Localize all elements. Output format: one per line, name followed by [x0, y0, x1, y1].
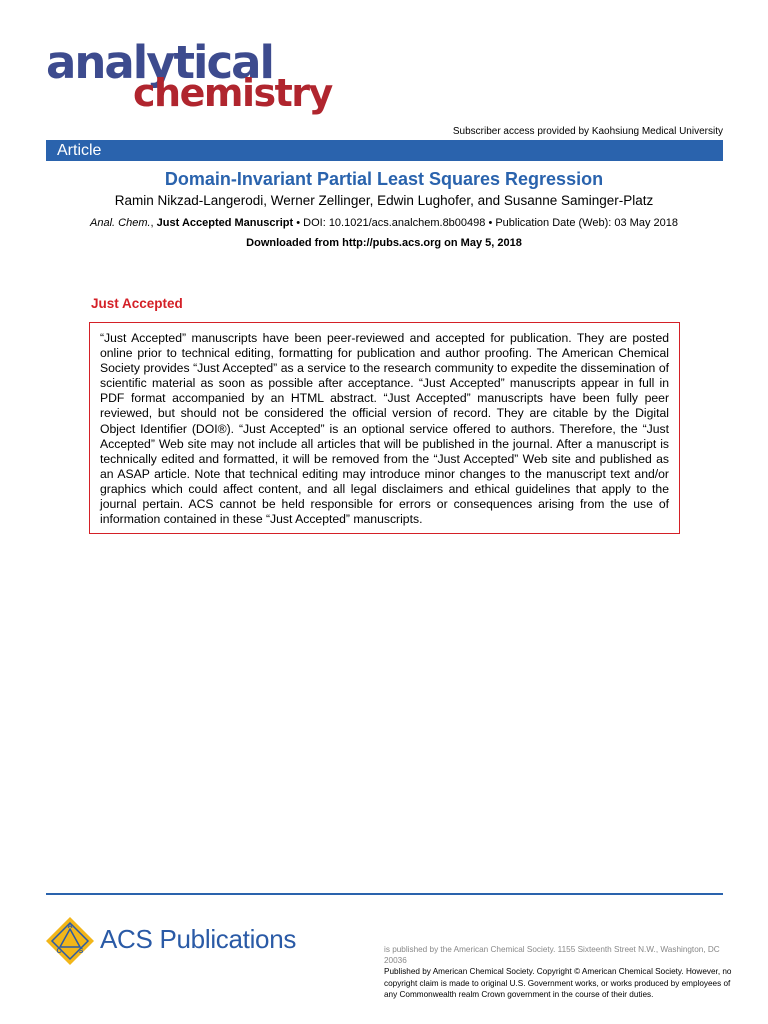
download-note: Downloaded from http://pubs.acs.org on May 5, 2018 [246, 237, 522, 249]
emblem-letter-c: C [56, 948, 62, 955]
emblem-letter-a: A [67, 923, 73, 930]
citation-status: Just Accepted Manuscript [156, 217, 294, 229]
citation-line [0, 217, 768, 229]
journal-logo[interactable] [46, 36, 366, 116]
acs-publications-logo[interactable] [44, 915, 304, 967]
publisher-address: is published by the American Chemical Society. 1155 Sixteenth Street N.W., Washington, DC 20036 [384, 945, 720, 966]
journal-logo-line1: analytical [46, 36, 273, 89]
article-type-label: Article [57, 142, 102, 159]
citation-separator: , [150, 217, 157, 229]
acs-publications-text: ACS Publications [100, 924, 297, 954]
acs-emblem-icon [44, 915, 96, 967]
citation-details: • DOI: 10.1021/acs.analchem.8b00498 • Publication Date (Web): 03 May 2018 [293, 217, 678, 229]
article-title: Domain-Invariant Partial Least Squares Regression [164, 169, 604, 189]
just-accepted-body: “Just Accepted” manuscripts have been peer-reviewed and accepted for publication. They are posted online prior to technical editing, formatting for publication and author proofing. The American Chemical Society provides “Just Accepted” as a service to the research community to expedite the dissemination of scientific material as soon as possible after acceptance. “Just Accepted” manuscripts appear in full in PDF format accompanied by an HTML abstract. “Just Accepted” manuscripts have been fully peer reviewed, but should not be considered the official version of record. They are citable by the Digital Object Identifier (DOI®). “Just Accepted” is an optional service offered to authors. Therefore, the “Just Accepted” Web site may not include all articles that will be published in the journal. After a manuscript is technically edited and formatted, it will be removed from the “Just Accepted” Web site and published as an ASAP article. Note that technical editing may introduce minor changes to the manuscript text and/or graphics which could affect content, and all legal disclaimers and ethical guidelines that apply to the journal pertain. ACS cannot be held responsible for errors or consequences arising from the use of information contained in these “Just Accepted” manuscripts. [100, 331, 669, 527]
copyright-note: Published by American Chemical Society. Copyright © American Chemical Society. However, no copyright claim is made to original U.S. Government works, or works produced by employees of any Commonwealth realm Crown government in the course of their duties. [384, 967, 732, 999]
citation-journal: Anal. Chem. [90, 217, 151, 229]
footer-divider [46, 893, 723, 895]
journal-logo-line2: chemistry [133, 71, 332, 115]
just-accepted-heading: Just Accepted [91, 296, 183, 311]
emblem-letter-s: S [78, 948, 84, 955]
subscriber-access-note: Subscriber access provided by Kaohsiung Medical University [452, 126, 723, 137]
publisher-footer [384, 944, 734, 1000]
article-authors: Ramin Nikzad-Langerodi, Werner Zellinger, Edwin Lughofer, and Susanne Saminger-Platz [114, 193, 654, 208]
article-type-bar [46, 140, 723, 161]
just-accepted-notice [89, 322, 680, 534]
